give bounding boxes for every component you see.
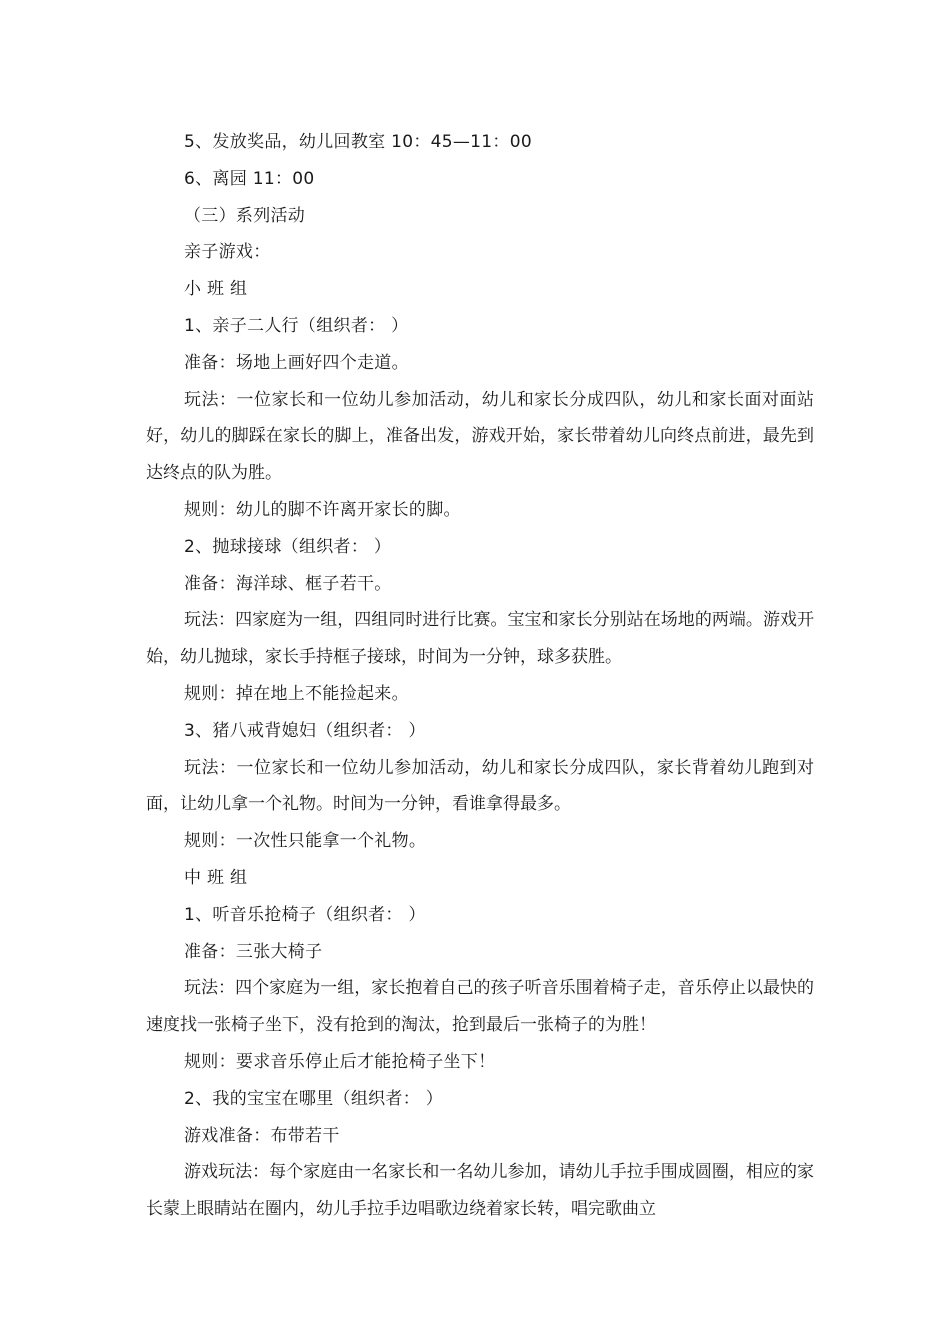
group-heading-middle-class: 中 班 组	[184, 867, 248, 888]
game-method: 玩法：四个家庭为一组，家长抱着自己的孩子听音乐围着椅子走，音乐停止以最快的速度找一张椅子坐下，没有抢到的淘汰，抢到最后一张椅子的为胜！	[146, 978, 814, 1036]
game-preparation: 游戏准备：布带若干	[184, 1125, 340, 1146]
game-preparation: 准备：场地上画好四个走道。	[184, 352, 409, 373]
game-rule: 规则：幼儿的脚不许离开家长的脚。	[184, 499, 461, 520]
game-method: 玩法：四家庭为一组，四组同时进行比赛。宝宝和家长分别站在场地的两端。游戏开始，幼儿抛球，家长手持框子接球，时间为一分钟，球多获胜。	[146, 610, 814, 668]
section-heading: （三）系列活动	[184, 205, 306, 226]
game-method: 玩法：一位家长和一位幼儿参加活动，幼儿和家长分成四队，幼儿和家长面对面站好，幼儿的脚踩在家长的脚上，准备出发，游戏开始，家长带着幼儿向终点前进，最先到达终点的队为胜。	[146, 389, 814, 484]
game-title: 3、猪八戒背媳妇（组织者： ）	[184, 720, 426, 741]
game-preparation: 准备：三张大椅子	[184, 941, 323, 962]
group-heading-small-class: 小 班 组	[184, 279, 248, 300]
game-title: 1、听音乐抢椅子（组织者： ）	[184, 904, 426, 925]
line-leave-time: 6、离园 11：00	[184, 168, 315, 189]
game-preparation: 准备：海洋球、框子若干。	[184, 573, 392, 594]
game-title: 2、我的宝宝在哪里（组织者： ）	[184, 1088, 444, 1109]
game-rule: 规则：一次性只能拿一个礼物。	[184, 831, 427, 852]
subheading-parent-child-games: 亲子游戏：	[184, 242, 271, 263]
game-title: 2、抛球接球（组织者： ）	[184, 536, 392, 557]
document-body	[146, 124, 814, 1228]
game-title: 1、亲子二人行（组织者： ）	[184, 315, 409, 336]
game-rule: 规则：要求音乐停止后才能抢椅子坐下！	[184, 1051, 496, 1072]
game-rule: 规则：掉在地上不能捡起来。	[184, 683, 409, 704]
game-method: 玩法：一位家长和一位幼儿参加活动，幼儿和家长分成四队，家长背着幼儿跑到对面，让幼儿拿一个礼物。时间为一分钟，看谁拿得最多。	[146, 757, 814, 815]
game-method: 游戏玩法：每个家庭由一名家长和一名幼儿参加，请幼儿手拉手围成圆圈，相应的家长蒙上眼睛站在圈内，幼儿手拉手边唱歌边绕着家长转，唱完歌曲立	[146, 1162, 814, 1220]
line-award-time: 5、发放奖品，幼儿回教室 10：45—11：00	[184, 132, 532, 152]
